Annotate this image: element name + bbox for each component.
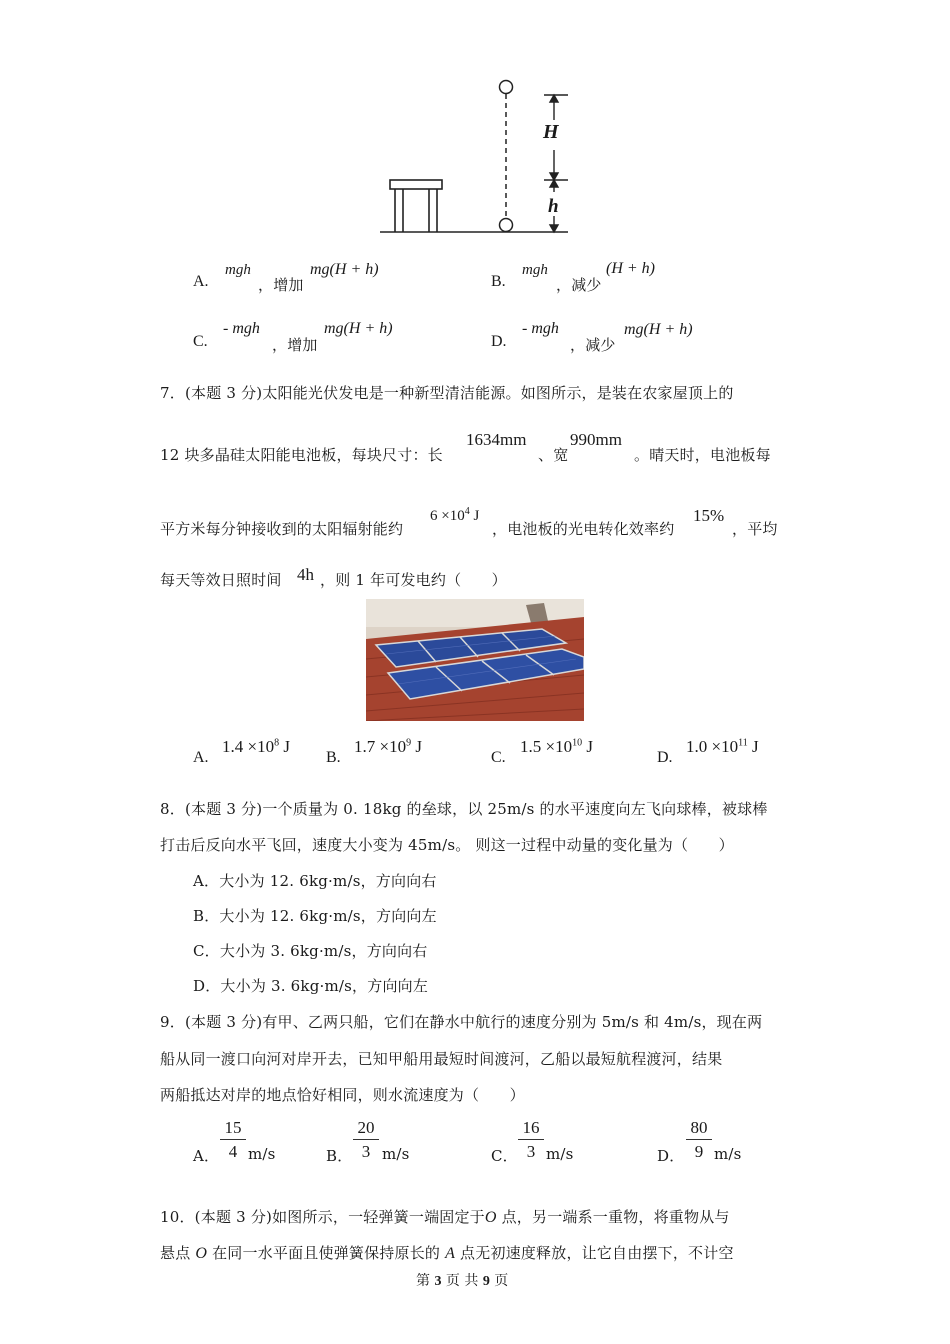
option-letter: D．	[657, 1147, 685, 1165]
q10-text: 悬点	[160, 1244, 196, 1262]
option-math: mg(H + h)	[624, 321, 693, 338]
value-base: 1.0 ×10	[686, 737, 739, 756]
point-O: O	[484, 1209, 497, 1226]
q7-line-4b: ，则 1 年可发电约（ ）	[320, 571, 507, 589]
energy-exponent: 4	[464, 506, 470, 517]
option-value	[354, 737, 422, 757]
fraction-denominator: 3	[526, 1142, 536, 1161]
footer-text: 页	[489, 1273, 509, 1289]
fraction-numerator: 80	[686, 1118, 712, 1140]
option-text: ，增加	[258, 276, 304, 294]
value-unit: J	[582, 737, 593, 756]
option-letter: C.	[193, 333, 208, 350]
q10-text: 在同一水平面且使弹簧保持原长的	[207, 1244, 446, 1262]
option-text: ，减少	[570, 336, 616, 354]
energy-base: 6 ×10	[430, 508, 465, 524]
page-number: 3	[434, 1274, 442, 1289]
solar-panel-photo	[366, 599, 584, 721]
q10-line-1	[160, 1206, 730, 1227]
option-letter: C．	[491, 1147, 518, 1165]
option-unit: m/s	[248, 1145, 276, 1163]
q7-line-3a: 平方米每分钟接收到的太阳辐射能约	[160, 520, 404, 538]
option-letter: B.	[326, 749, 341, 766]
page-footer	[416, 1270, 508, 1290]
option-value	[520, 737, 593, 757]
option-math: - mgh	[522, 320, 559, 337]
fraction	[686, 1118, 712, 1162]
option-letter: C.	[491, 749, 506, 766]
option-math: - mgh	[223, 320, 260, 337]
option-math: mgh	[522, 262, 548, 278]
value-base: 1.4 ×10	[222, 737, 275, 756]
q7-line-3c: ，平均	[732, 520, 778, 538]
value-unit: J	[747, 737, 759, 756]
option-unit: m/s	[714, 1145, 742, 1163]
fraction-denominator: 4	[228, 1142, 238, 1161]
q7-line-2b: 、宽	[538, 446, 569, 464]
q7-length: 1634mm	[466, 430, 527, 449]
table-icon	[390, 180, 442, 232]
q8-option-c[interactable]: C．大小为 3. 6kg·m/s，方向向右	[193, 942, 428, 960]
q9-line-1: 9．(本题 3 分)有甲、乙两只船，它们在静水中航行的速度分别为 5m/s 和 4m/s，现在两	[160, 1013, 763, 1031]
fraction	[220, 1118, 246, 1162]
option-letter: D.	[657, 749, 673, 766]
option-value	[686, 737, 759, 757]
footer-text: 页 共	[441, 1273, 483, 1289]
q10-text: 10．(本题 3 分)如图所示，一轻弹簧一端固定于	[160, 1208, 485, 1226]
fraction-denominator: 9	[694, 1142, 704, 1161]
q8-line-2: 打击后反向水平飞回，速度大小变为 45m/s。 则这一过程中动量的变化量为（ ）	[160, 836, 734, 854]
value-exponent: 9	[406, 737, 412, 749]
energy-unit: J	[469, 508, 480, 524]
option-math: mg(H + h)	[310, 261, 379, 278]
ball-bottom-icon	[500, 219, 513, 232]
fraction-numerator: 20	[353, 1118, 379, 1140]
value-base: 1.7 ×10	[354, 737, 407, 756]
value-exponent: 11	[738, 737, 748, 749]
q10-text: 点无初速度释放，让它自由摆下，不计空	[455, 1244, 734, 1262]
value-exponent: 10	[572, 737, 583, 749]
option-letter: A．	[193, 1147, 220, 1165]
label-h: h	[548, 196, 559, 217]
footer-text: 第	[416, 1273, 435, 1289]
label-H: H	[543, 121, 559, 143]
q7-line-3b: ，电池板的光电转化效率约	[492, 520, 675, 538]
option-math: (H + h)	[606, 260, 656, 277]
option-math: mgh	[225, 262, 251, 278]
q8-line-1: 8．(本题 3 分)一个质量为 0. 18kg 的垒球，以 25m/s 的水平速度向左飞向球棒，被球棒	[160, 800, 768, 818]
q7-efficiency: 15%	[693, 506, 725, 525]
point-O: O	[195, 1245, 208, 1262]
option-text: ，减少	[556, 276, 602, 294]
q7-hours: 4h	[297, 565, 314, 584]
fraction-denominator: 3	[361, 1142, 371, 1161]
q10-line-2	[160, 1242, 734, 1263]
q7-line-2a: 12 块多晶硅太阳能电池板，每块尺寸：长	[160, 446, 443, 464]
q8-option-a[interactable]: A．大小为 12. 6kg·m/s，方向向右	[193, 872, 437, 890]
q9-line-3: 两船抵达对岸的地点恰好相同，则水流速度为（ ）	[160, 1086, 525, 1104]
q8-option-d[interactable]: D．大小为 3. 6kg·m/s，方向向左	[193, 977, 429, 995]
q7-width: 990mm	[570, 430, 622, 449]
ball-top-icon	[500, 81, 513, 94]
option-letter: A.	[193, 273, 209, 290]
value-unit: J	[411, 737, 422, 756]
option-letter: A.	[193, 749, 209, 766]
option-value	[222, 737, 290, 757]
fraction	[518, 1118, 544, 1162]
fraction-numerator: 15	[220, 1118, 246, 1140]
q8-option-b[interactable]: B．大小为 12. 6kg·m/s，方向向左	[193, 907, 437, 925]
option-letter: D.	[491, 333, 507, 350]
option-text: ，增加	[272, 336, 318, 354]
page-total: 9	[482, 1274, 490, 1289]
value-base: 1.5 ×10	[520, 737, 573, 756]
q7-energy	[430, 506, 479, 525]
option-letter: B.	[491, 273, 506, 290]
q7-line-1: 7．(本题 3 分)太阳能光伏发电是一种新型清洁能源。如图所示，是装在农家屋顶上的	[160, 384, 734, 402]
fraction	[353, 1118, 379, 1162]
value-exponent: 8	[274, 737, 280, 749]
point-A: A	[445, 1245, 456, 1262]
fraction-numerator: 16	[518, 1118, 544, 1140]
option-unit: m/s	[382, 1145, 410, 1163]
q9-line-2: 船从同一渡口向河对岸开去，已知甲船用最短时间渡河，乙船以最短航程渡河，结果	[160, 1050, 723, 1068]
option-unit: m/s	[546, 1145, 574, 1163]
q10-text: 点，另一端系一重物，将重物从与	[496, 1208, 730, 1226]
option-letter: B．	[326, 1147, 353, 1165]
q7-line-2c: 。晴天时，电池板每	[634, 446, 771, 464]
value-unit: J	[279, 737, 290, 756]
q7-line-4a: 每天等效日照时间	[160, 571, 282, 589]
option-math: mg(H + h)	[324, 320, 393, 337]
